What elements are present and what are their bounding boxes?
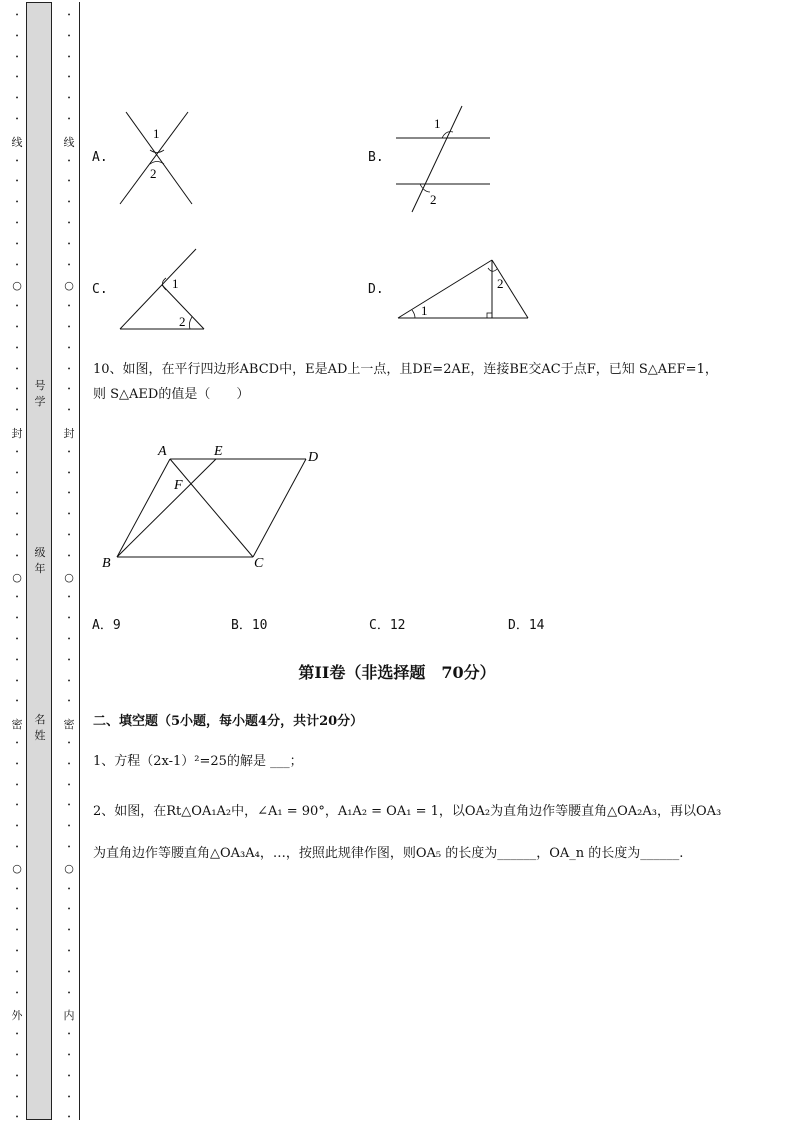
margin-dot: •	[67, 698, 71, 706]
margin-dot: •	[15, 989, 19, 997]
margin-dot: •	[67, 594, 71, 602]
margin-dot: •	[67, 760, 71, 768]
q10-option-c: C．12	[369, 618, 406, 633]
margin-dot: •	[15, 760, 19, 768]
margin-dot: •	[15, 740, 19, 747]
fill-q1-text: 1、方程（2x-1）²=25的解是 ___；	[93, 754, 303, 769]
margin-dot: •	[67, 885, 71, 893]
margin-dot: •	[67, 157, 71, 165]
q10-point-a: A	[158, 444, 167, 459]
margin-dot: •	[15, 1031, 19, 1039]
margin-dot: •	[15, 656, 19, 664]
margin-dot: •	[15, 552, 19, 560]
q10-option-b: B．10	[231, 618, 268, 633]
margin-dot: •	[15, 12, 19, 19]
q9-option-c-figure	[116, 246, 208, 334]
margin-label-mi-outer: 密	[11, 718, 23, 731]
margin-dot: •	[67, 989, 71, 997]
margin-dot: •	[67, 823, 71, 831]
margin-dot: •	[15, 407, 19, 415]
margin-dot: •	[15, 1072, 19, 1080]
margin-dot: •	[67, 677, 71, 685]
margin-dot: •	[15, 303, 19, 311]
margin-dot: •	[15, 32, 19, 40]
fill-q2-text-line1: 2、如图，在Rt△OA₁A₂中，∠A₁ = 90°，A₁A₂ = OA₁ = 1，以OA₂为直角边作等腰直角△OA₂A₃，再以OA₃	[93, 804, 722, 819]
margin-dot: •	[67, 32, 71, 40]
q10-option-a: A．9	[92, 618, 121, 633]
margin-dot: •	[15, 386, 19, 394]
margin-label-feng-inner: 封	[63, 427, 75, 440]
margin-dot: •	[67, 116, 71, 123]
margin-dot: •	[15, 844, 19, 851]
margin-dot: •	[67, 906, 71, 914]
q10-point-b: B	[102, 556, 111, 571]
q10-point-e: E	[214, 444, 223, 459]
margin-dot: •	[15, 1052, 19, 1059]
margin-dot: •	[67, 199, 71, 207]
margin-dot: •	[15, 469, 19, 477]
margin-dot: •	[67, 261, 71, 269]
margin-dot: ○	[12, 861, 22, 875]
margin-label-xian-outer: 线	[11, 136, 23, 149]
margin-dot: •	[15, 802, 19, 810]
margin-dot: •	[67, 844, 71, 851]
margin-dot: •	[15, 324, 19, 331]
margin-dot: •	[15, 365, 19, 373]
margin-dot: •	[15, 698, 19, 706]
margin-dot: •	[15, 615, 19, 623]
q9-c-angle-1: 1	[172, 276, 179, 291]
margin-dot: ○	[12, 279, 22, 293]
q10-parallelogram-figure	[98, 440, 330, 572]
q10-point-c: C	[254, 556, 264, 571]
field-name: 名姓	[34, 713, 46, 742]
margin-dot: •	[15, 220, 19, 227]
margin-dot: •	[15, 53, 19, 61]
margin-dot: •	[67, 656, 71, 664]
margin-dot: ○	[64, 279, 74, 293]
margin-dot: •	[67, 74, 71, 82]
margin-dot: •	[67, 1031, 71, 1039]
margin-dot: •	[15, 532, 19, 539]
q9-option-c-label: C.	[92, 282, 108, 297]
margin-dot: •	[15, 1093, 19, 1101]
margin-dot: •	[67, 552, 71, 560]
field-student-number: 号学	[34, 379, 46, 408]
margin-label-mi-inner: 密	[63, 718, 75, 731]
margin-dot: •	[15, 116, 19, 123]
margin-dot: •	[67, 386, 71, 394]
q9-option-b-figure	[392, 102, 496, 214]
margin-dot: •	[67, 1052, 71, 1059]
margin-dot: ○	[64, 861, 74, 875]
q9-b-angle-1: 1	[434, 116, 441, 131]
section-title: 第II卷（非选择题 70分）	[298, 663, 496, 682]
margin-dot: •	[67, 303, 71, 311]
margin-dot: •	[15, 178, 19, 186]
margin-dot: •	[67, 220, 71, 227]
q9-option-b-label: B.	[368, 150, 384, 165]
margin-dot: •	[15, 885, 19, 893]
margin-dot: •	[67, 324, 71, 331]
margin-dot: •	[67, 948, 71, 955]
margin-label-xian-inner: 线	[63, 136, 75, 149]
q9-c-angle-2: 2	[179, 314, 186, 329]
margin-dot: •	[15, 240, 19, 248]
margin-dot: •	[67, 490, 71, 498]
q10-text-line2: 则 S△AED的值是（ ）	[93, 387, 250, 402]
margin-dot: •	[15, 781, 19, 789]
q10-option-d: D．14	[508, 618, 545, 633]
margin-dot: •	[15, 448, 19, 456]
margin-dot: •	[15, 95, 19, 103]
q9-option-d-label: D.	[368, 282, 384, 297]
margin-label-feng-outer: 封	[11, 427, 23, 440]
field-grade: 级年	[34, 546, 46, 575]
q9-d-angle-1: 1	[421, 303, 428, 318]
margin-dot: •	[15, 948, 19, 955]
q9-a-angle-1: 1	[153, 126, 160, 141]
margin-label-nei: 内	[63, 1009, 75, 1022]
q9-option-a-label: A.	[92, 150, 108, 165]
margin-dot: •	[15, 511, 19, 519]
q9-b-angle-2: 2	[430, 192, 437, 207]
q10-text-line1: 10、如图，在平行四边形ABCD中，E是AD上一点，且DE=2AE，连接BE交AC于点F，已知 S△AEF=1，	[93, 362, 718, 377]
margin-dot: •	[67, 365, 71, 373]
margin-dot: ○	[64, 570, 74, 584]
q9-d-angle-2: 2	[497, 276, 504, 291]
q10-point-d: D	[308, 450, 319, 465]
margin-dot: •	[67, 53, 71, 61]
margin-dot: •	[67, 12, 71, 19]
margin-dot: •	[67, 740, 71, 747]
margin-dot: •	[67, 968, 71, 976]
q9-option-a-figure	[110, 108, 200, 210]
margin-dot: •	[67, 927, 71, 935]
margin-dot: •	[15, 157, 19, 165]
margin-dot: •	[67, 469, 71, 477]
margin-label-wai: 外	[11, 1009, 23, 1022]
margin-dot: •	[67, 615, 71, 623]
margin-dot: •	[67, 1114, 71, 1122]
margin-dot: •	[67, 511, 71, 519]
margin-dot: •	[67, 802, 71, 810]
margin-dot: •	[67, 178, 71, 186]
q9-option-d-figure	[396, 256, 534, 324]
margin-dot: •	[15, 968, 19, 976]
margin-dot: •	[15, 344, 19, 352]
q10-point-f: F	[174, 478, 183, 493]
margin-dot: •	[15, 74, 19, 82]
margin-dot: •	[15, 906, 19, 914]
margin-dot: •	[67, 95, 71, 103]
margin-dot: •	[15, 594, 19, 602]
margin-dot: ○	[12, 570, 22, 584]
margin-dot: •	[67, 407, 71, 415]
margin-dot: •	[15, 636, 19, 643]
margin-dot: •	[67, 532, 71, 539]
margin-dot: •	[67, 636, 71, 643]
part2-heading: 二、填空题（5小题，每小题4分，共计20分）	[93, 714, 364, 729]
margin-dot: •	[15, 677, 19, 685]
q9-a-angle-2: 2	[150, 166, 157, 181]
margin-dot: •	[15, 261, 19, 269]
binding-inner-line	[79, 2, 80, 1120]
fill-q2-text-line2: 为直角边作等腰直角△OA₃A₄，…，按照此规律作图，则OA₅ 的长度为______，OA_n 的长度为______.	[93, 846, 684, 861]
margin-dot: •	[67, 448, 71, 456]
margin-dot: •	[15, 199, 19, 207]
margin-dot: •	[15, 490, 19, 498]
margin-dot: •	[67, 344, 71, 352]
margin-dot: •	[15, 927, 19, 935]
margin-dot: •	[15, 823, 19, 831]
margin-dot: •	[67, 1093, 71, 1101]
margin-dot: •	[67, 781, 71, 789]
margin-dot: •	[67, 240, 71, 248]
margin-dot: •	[67, 1072, 71, 1080]
margin-dot: •	[15, 1114, 19, 1122]
